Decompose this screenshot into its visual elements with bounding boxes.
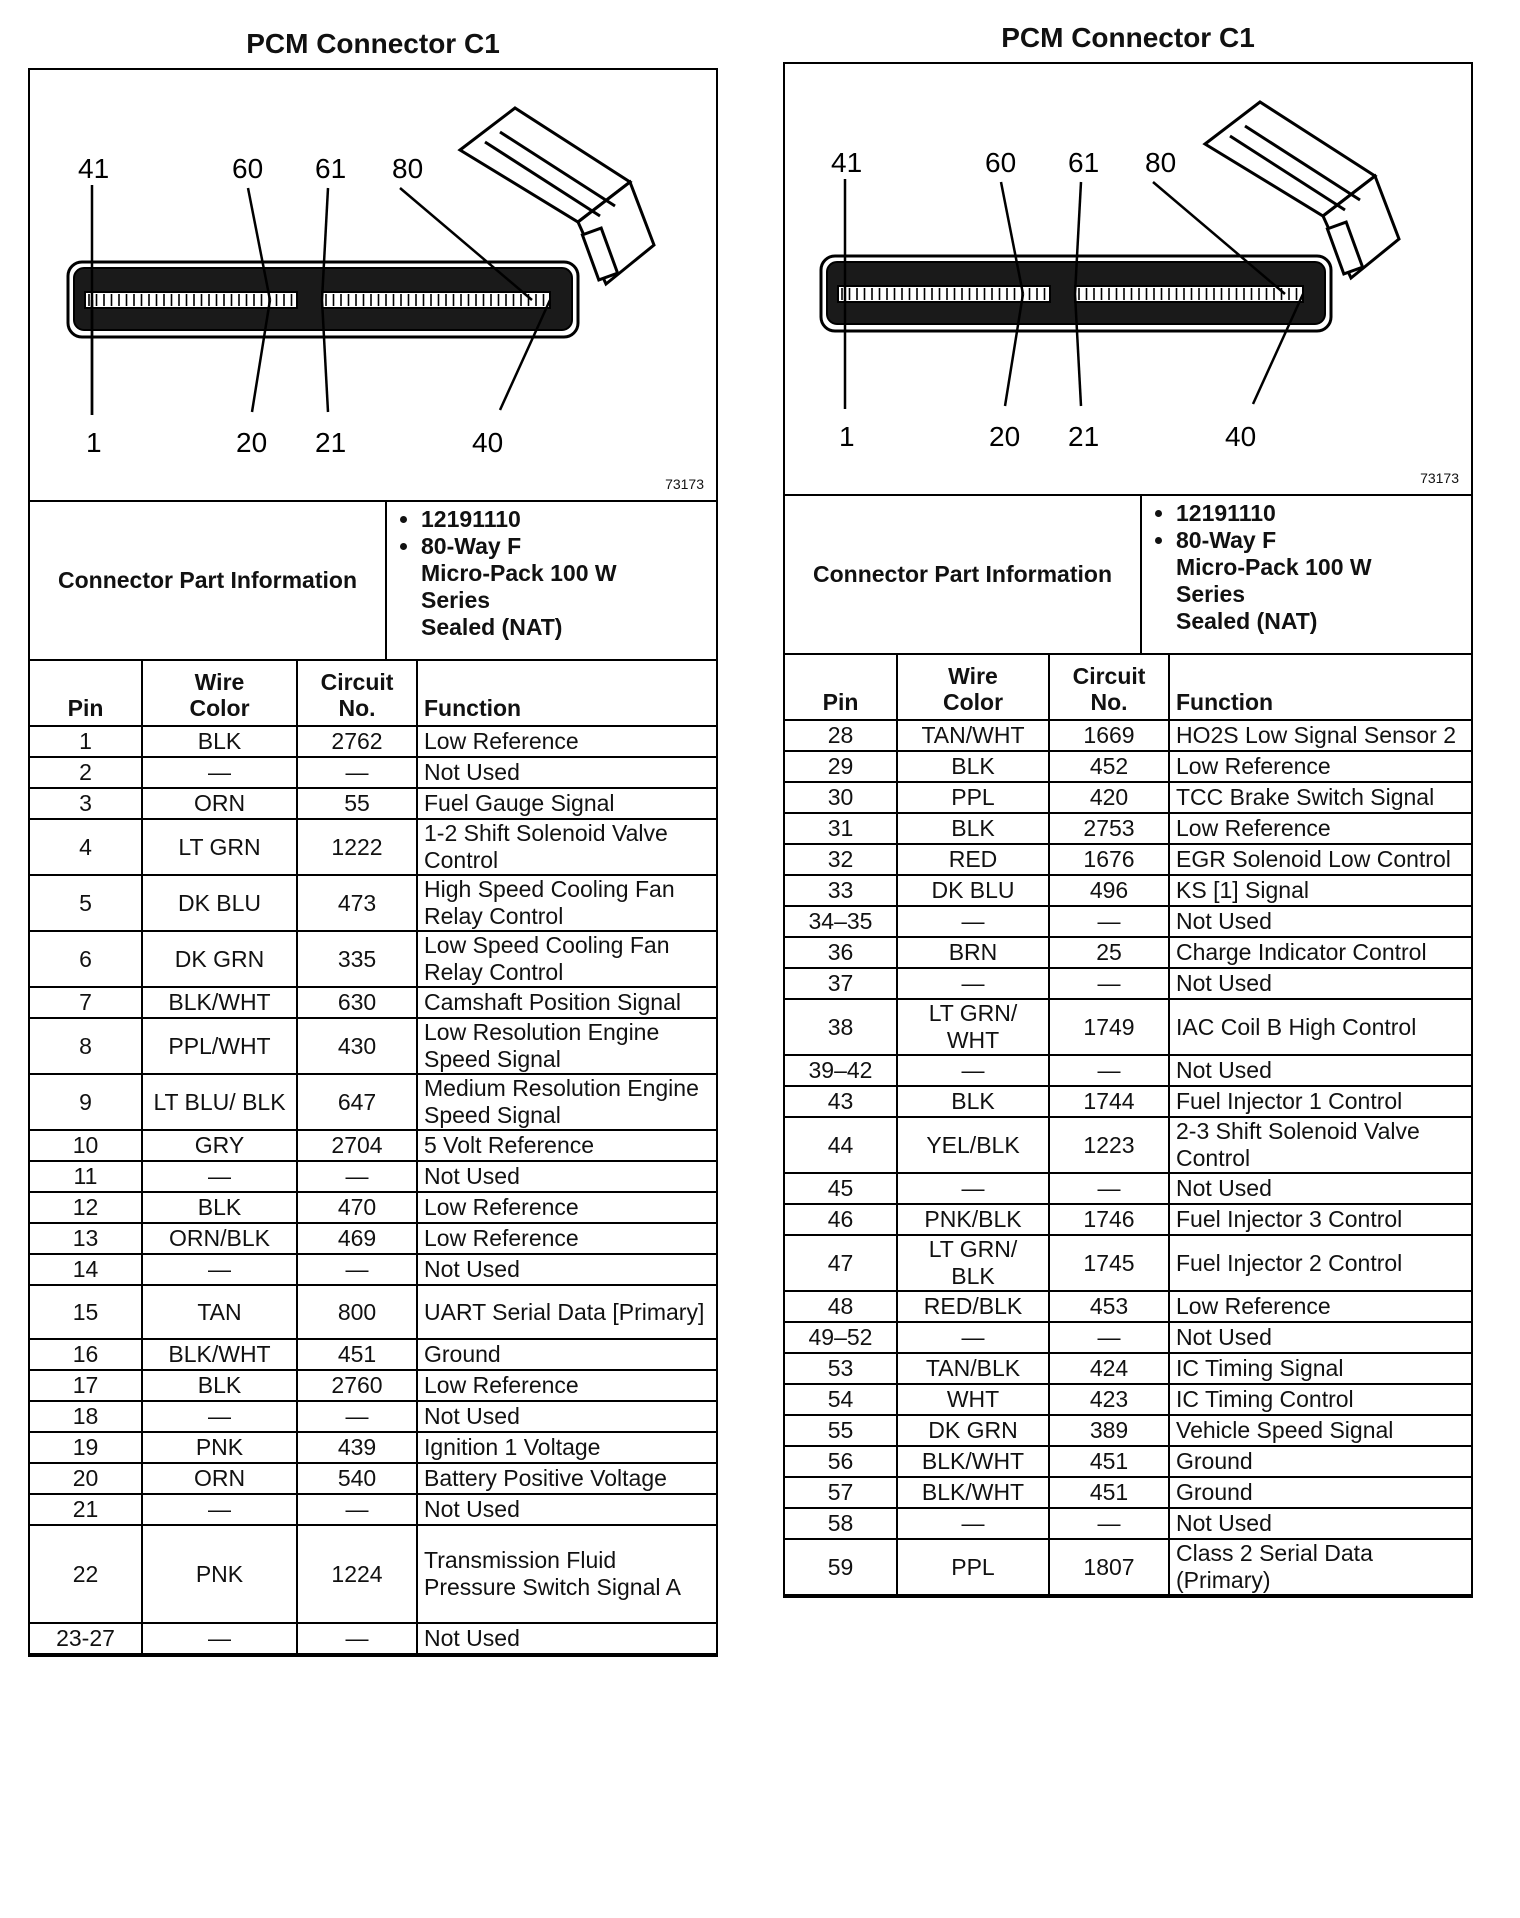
col-wire-color: Wire Color [897,655,1049,720]
table-row [30,1339,716,1370]
table-row [30,1254,716,1285]
part-number: • 12191110 [1176,500,1465,527]
pin-label-21: 21 [1068,421,1100,452]
pin-cell: 14 [30,1254,142,1285]
circuit-cell: 430 [297,1018,417,1074]
pin-cell: 32 [785,844,897,875]
table-row [30,931,716,987]
connector-diagram [785,64,1471,496]
function-cell: Medium Resolution Engine Speed Signal [417,1074,716,1130]
table-row [30,1192,716,1223]
pin-cell: 23-27 [30,1623,142,1654]
function-cell: Not Used [417,1254,716,1285]
circuit-cell: 25 [1049,937,1169,968]
circuit-cell: — [1049,1055,1169,1086]
circuit-cell: 1224 [297,1525,417,1623]
circuit-cell: — [1049,1322,1169,1353]
circuit-cell: 630 [297,987,417,1018]
function-cell: Low Reference [1169,751,1471,782]
table-row [30,1223,716,1254]
circuit-cell: — [297,1623,417,1654]
connector-diagram [30,70,716,502]
pin-cell: 58 [785,1508,897,1539]
wire-color-cell: WHT [897,1384,1049,1415]
circuit-cell: — [297,757,417,788]
table-row [30,819,716,875]
pin-cell: 22 [30,1525,142,1623]
wire-color-cell: — [897,1173,1049,1204]
connector-illustration [785,64,1471,494]
part-info-table [30,502,716,661]
circuit-cell: 420 [1049,782,1169,813]
function-cell: IC Timing Control [1169,1384,1471,1415]
col-circuit: Circuit No. [1049,655,1169,720]
pin-cell: 38 [785,999,897,1055]
col-pin: Pin [30,661,142,726]
function-cell: Fuel Injector 3 Control [1169,1204,1471,1235]
circuit-cell: — [1049,968,1169,999]
circuit-cell: 1744 [1049,1086,1169,1117]
part-info-list [386,502,716,660]
connector-illustration [30,70,716,500]
table-row [30,1161,716,1192]
pin-cell: 37 [785,968,897,999]
table-row [785,751,1471,782]
pin-label-20: 20 [989,421,1021,452]
table-row [30,1623,716,1654]
wire-color-cell: BLK/WHT [897,1446,1049,1477]
pin-table [30,661,716,1655]
connector-frame [28,68,718,1657]
table-row [30,1285,716,1339]
function-cell: TCC Brake Switch Signal [1169,782,1471,813]
function-cell: Fuel Injector 2 Control [1169,1235,1471,1291]
pin-cell: 16 [30,1339,142,1370]
circuit-cell: 439 [297,1432,417,1463]
table-row [785,1539,1471,1595]
pin-label-1: 1 [86,427,102,458]
table-row [30,987,716,1018]
pin-cell: 36 [785,937,897,968]
table-row [30,875,716,931]
pin-cell: 43 [785,1086,897,1117]
wire-color-cell: RED [897,844,1049,875]
function-cell: KS [1] Signal [1169,875,1471,906]
function-cell: Not Used [417,1161,716,1192]
wire-color-cell: — [142,1161,297,1192]
part-number: • 12191110 [421,506,710,533]
wire-color-cell: PNK [142,1432,297,1463]
table-row [785,1086,1471,1117]
wire-color-cell: BLK [142,726,297,757]
wire-color-cell: DK GRN [142,931,297,987]
table-row [785,720,1471,751]
figure-id: 73173 [1420,470,1459,486]
table-row [30,726,716,757]
function-cell: Not Used [417,1401,716,1432]
pin-cell: 4 [30,819,142,875]
table-row [30,1494,716,1525]
circuit-cell: 1749 [1049,999,1169,1055]
pin-table [785,655,1471,1596]
table-row [785,1235,1471,1291]
function-cell: Not Used [1169,968,1471,999]
circuit-cell: — [297,1254,417,1285]
table-row [785,1384,1471,1415]
circuit-cell: 424 [1049,1353,1169,1384]
pin-cell: 8 [30,1018,142,1074]
table-row [30,1130,716,1161]
pin-cell: 57 [785,1477,897,1508]
circuit-cell: 1746 [1049,1204,1169,1235]
wire-color-cell: LT GRN/ BLK [897,1235,1049,1291]
wire-color-cell: LT GRN [142,819,297,875]
circuit-cell: 452 [1049,751,1169,782]
circuit-cell: — [297,1401,417,1432]
col-function: Function [417,661,716,726]
circuit-cell: 1223 [1049,1117,1169,1173]
wire-color-cell: — [897,906,1049,937]
circuit-cell: 800 [297,1285,417,1339]
circuit-cell: — [1049,906,1169,937]
part-description: • 80-Way F Micro-Pack 100 W Series Sealed (NAT) [421,533,710,641]
pin-cell: 59 [785,1539,897,1595]
function-cell: Low Resolution Engine Speed Signal [417,1018,716,1074]
wire-color-cell: BLK/WHT [142,987,297,1018]
pin-cell: 19 [30,1432,142,1463]
col-function: Function [1169,655,1471,720]
table-row [785,1508,1471,1539]
pin-cell: 12 [30,1192,142,1223]
wire-color-cell: — [142,1401,297,1432]
pin-cell: 13 [30,1223,142,1254]
table-row [785,906,1471,937]
part-description: • 80-Way F Micro-Pack 100 W Series Sealed (NAT) [1176,527,1465,635]
pin-cell: 49–52 [785,1322,897,1353]
circuit-cell: — [297,1494,417,1525]
wire-color-cell: TAN/WHT [897,720,1049,751]
function-cell: Low Reference [1169,1291,1471,1322]
function-cell: Not Used [417,1623,716,1654]
table-row [30,1370,716,1401]
table-row [785,1477,1471,1508]
pin-cell: 15 [30,1285,142,1339]
pin-cell: 55 [785,1415,897,1446]
pin-label-61: 61 [1068,147,1100,178]
function-cell: Low Reference [417,726,716,757]
function-cell: Fuel Gauge Signal [417,788,716,819]
circuit-cell: 1807 [1049,1539,1169,1595]
pin-cell: 28 [785,720,897,751]
pin-cell: 34–35 [785,906,897,937]
wire-color-cell: BLK [142,1370,297,1401]
pin-label-60: 60 [985,147,1017,178]
function-cell: Ground [1169,1477,1471,1508]
right-panel [783,0,1473,1598]
wire-color-cell: DK BLU [897,875,1049,906]
circuit-cell: 1676 [1049,844,1169,875]
function-cell: Low Reference [417,1370,716,1401]
table-row [785,968,1471,999]
function-cell: Vehicle Speed Signal [1169,1415,1471,1446]
circuit-cell: 540 [297,1463,417,1494]
pin-label-41: 41 [78,153,110,184]
function-cell: Class 2 Serial Data (Primary) [1169,1539,1471,1595]
table-row [785,1446,1471,1477]
pin-cell: 45 [785,1173,897,1204]
col-circuit: Circuit No. [297,661,417,726]
pin-cell: 5 [30,875,142,931]
part-info-label: Connector Part Information [785,496,1141,654]
pin-label-80: 80 [1145,147,1177,178]
function-cell: Not Used [417,757,716,788]
pin-cell: 6 [30,931,142,987]
function-cell: UART Serial Data [Primary] [417,1285,716,1339]
pin-cell: 31 [785,813,897,844]
table-row [785,1291,1471,1322]
pin-label-40: 40 [1225,421,1257,452]
circuit-cell: 335 [297,931,417,987]
table-row [30,1074,716,1130]
pin-cell: 46 [785,1204,897,1235]
function-cell: Ground [417,1339,716,1370]
circuit-cell: 2753 [1049,813,1169,844]
pin-cell: 20 [30,1463,142,1494]
wire-color-cell: PPL [897,782,1049,813]
pin-cell: 17 [30,1370,142,1401]
wire-color-cell: PNK [142,1525,297,1623]
wire-color-cell: BLK/WHT [897,1477,1049,1508]
function-cell: Low Reference [417,1223,716,1254]
wire-color-cell: PNK/BLK [897,1204,1049,1235]
wire-color-cell: ORN [142,788,297,819]
pin-label-60: 60 [232,153,264,184]
pin-cell: 18 [30,1401,142,1432]
circuit-cell: 2704 [297,1130,417,1161]
table-row [785,937,1471,968]
circuit-cell: 423 [1049,1384,1169,1415]
pin-cell: 30 [785,782,897,813]
function-cell: Not Used [417,1494,716,1525]
wire-color-cell: — [142,1623,297,1654]
pin-label-1: 1 [839,421,855,452]
pin-cell: 48 [785,1291,897,1322]
connector-3d-view [460,108,654,284]
pin-cell: 53 [785,1353,897,1384]
wire-color-cell: GRY [142,1130,297,1161]
wire-color-cell: DK BLU [142,875,297,931]
wire-color-cell: TAN/BLK [897,1353,1049,1384]
circuit-cell: 451 [1049,1477,1169,1508]
wire-color-cell: — [897,1508,1049,1539]
figure-id: 73173 [665,476,704,492]
wire-color-cell: BLK [142,1192,297,1223]
wire-color-cell: YEL/BLK [897,1117,1049,1173]
pin-label-80: 80 [392,153,424,184]
pin-label-41: 41 [831,147,863,178]
pin-label-20: 20 [236,427,268,458]
pin-cell: 47 [785,1235,897,1291]
table-row [30,1525,716,1623]
table-row [30,1463,716,1494]
col-pin: Pin [785,655,897,720]
function-cell: Battery Positive Voltage [417,1463,716,1494]
function-cell: High Speed Cooling Fan Relay Control [417,875,716,931]
circuit-cell: 453 [1049,1291,1169,1322]
function-cell: Low Speed Cooling Fan Relay Control [417,931,716,987]
function-cell: Fuel Injector 1 Control [1169,1086,1471,1117]
circuit-cell: 2760 [297,1370,417,1401]
function-cell: Not Used [1169,906,1471,937]
wire-color-cell: BLK [897,751,1049,782]
wire-color-cell: — [142,757,297,788]
function-cell: Charge Indicator Control [1169,937,1471,968]
left-panel [28,0,718,1657]
pin-cell: 44 [785,1117,897,1173]
pin-label-40: 40 [472,427,504,458]
table-row [785,844,1471,875]
wire-color-cell: — [897,1322,1049,1353]
col-wire-color: Wire Color [142,661,297,726]
circuit-cell: 647 [297,1074,417,1130]
function-cell: Not Used [1169,1055,1471,1086]
table-row [30,788,716,819]
wire-color-cell: — [897,1055,1049,1086]
circuit-cell: 1222 [297,819,417,875]
wire-color-cell: ORN/BLK [142,1223,297,1254]
wire-color-cell: LT GRN/ WHT [897,999,1049,1055]
pin-cell: 3 [30,788,142,819]
circuit-cell: 1669 [1049,720,1169,751]
table-row [30,1401,716,1432]
wire-color-cell: BLK [897,1086,1049,1117]
function-cell: Low Reference [1169,813,1471,844]
function-cell: Not Used [1169,1508,1471,1539]
table-row [30,757,716,788]
function-cell: Transmission Fluid Pressure Switch Signal A [417,1525,716,1623]
circuit-cell: 451 [1049,1446,1169,1477]
table-row [30,1018,716,1074]
pin-cell: 10 [30,1130,142,1161]
function-cell: Not Used [1169,1322,1471,1353]
table-row [785,999,1471,1055]
function-cell: IAC Coil B High Control [1169,999,1471,1055]
circuit-cell: — [1049,1173,1169,1204]
function-cell: Not Used [1169,1173,1471,1204]
part-info-label: Connector Part Information [30,502,386,660]
table-row [785,1353,1471,1384]
wire-color-cell: LT BLU/ BLK [142,1074,297,1130]
circuit-cell: 496 [1049,875,1169,906]
circuit-cell: 2762 [297,726,417,757]
pin-cell: 9 [30,1074,142,1130]
pin-cell: 21 [30,1494,142,1525]
part-info-table [785,496,1471,655]
table-row [785,1055,1471,1086]
circuit-cell: — [297,1161,417,1192]
pin-cell: 39–42 [785,1055,897,1086]
function-cell: EGR Solenoid Low Control [1169,844,1471,875]
circuit-cell: — [1049,1508,1169,1539]
panel-title: PCM Connector C1 [246,28,500,59]
table-row [785,1173,1471,1204]
pin-cell: 29 [785,751,897,782]
table-row [785,813,1471,844]
wire-color-cell: — [142,1254,297,1285]
pin-cell: 33 [785,875,897,906]
function-cell: Ignition 1 Voltage [417,1432,716,1463]
function-cell: Low Reference [417,1192,716,1223]
table-row [785,875,1471,906]
circuit-cell: 469 [297,1223,417,1254]
wire-color-cell: TAN [142,1285,297,1339]
circuit-cell: 1745 [1049,1235,1169,1291]
function-cell: Camshaft Position Signal [417,987,716,1018]
pin-cell: 1 [30,726,142,757]
pin-cell: 54 [785,1384,897,1415]
pin-label-61: 61 [315,153,347,184]
function-cell: Ground [1169,1446,1471,1477]
wire-color-cell: ORN [142,1463,297,1494]
wire-color-cell: DK GRN [897,1415,1049,1446]
wire-color-cell: PPL/WHT [142,1018,297,1074]
table-row [30,1432,716,1463]
table-row [785,1204,1471,1235]
circuit-cell: 55 [297,788,417,819]
pin-cell: 56 [785,1446,897,1477]
circuit-cell: 389 [1049,1415,1169,1446]
connector-frame [783,62,1473,1598]
wire-color-cell: — [142,1494,297,1525]
pin-label-21: 21 [315,427,347,458]
wire-color-cell: — [897,968,1049,999]
pin-cell: 2 [30,757,142,788]
circuit-cell: 470 [297,1192,417,1223]
function-cell: 2-3 Shift Solenoid Valve Control [1169,1117,1471,1173]
wire-color-cell: BLK/WHT [142,1339,297,1370]
circuit-cell: 473 [297,875,417,931]
table-row [785,1117,1471,1173]
pin-cell: 7 [30,987,142,1018]
wire-color-cell: RED/BLK [897,1291,1049,1322]
function-cell: 1-2 Shift Solenoid Valve Control [417,819,716,875]
table-row [785,782,1471,813]
table-row [785,1322,1471,1353]
table-row [785,1415,1471,1446]
function-cell: IC Timing Signal [1169,1353,1471,1384]
panel-title: PCM Connector C1 [1001,22,1255,53]
wire-color-cell: BRN [897,937,1049,968]
wire-color-cell: BLK [897,813,1049,844]
function-cell: HO2S Low Signal Sensor 2 [1169,720,1471,751]
pin-cell: 11 [30,1161,142,1192]
wire-color-cell: PPL [897,1539,1049,1595]
circuit-cell: 451 [297,1339,417,1370]
function-cell: 5 Volt Reference [417,1130,716,1161]
part-info-list [1141,496,1471,654]
